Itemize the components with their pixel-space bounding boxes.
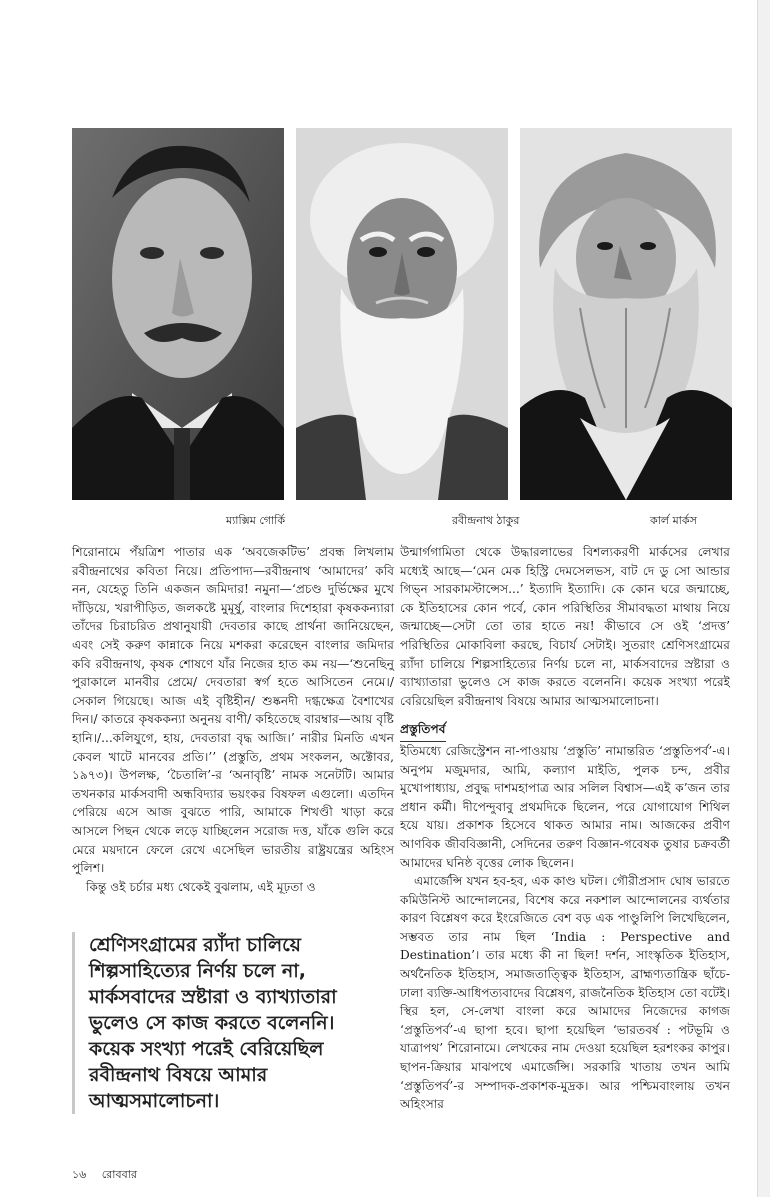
page-number: ১৬ [72,1168,87,1181]
pull-quote-line: শিল্পসাহিত্যের নির্ণয় চলে না, [89,960,306,982]
photo-tagore [296,128,508,500]
pull-quote-line: ভুলেও সে কাজ করতে বলেননি। [89,1012,335,1034]
right-paragraph-3: এমার্জেন্সি যখন হব-হব, এক কাণ্ড ঘটল। গৌরীপ্রসাদ ঘোষ ভারতে কমিউনিস্ট আন্দোলনের, বিশেষ করে নকশাল আন্দোলনের ব্যর্থতার কারণ বিশ্লেষণ করে ইংরেজিতে বেশ বড় এক পাণ্ডুলিপি লিখেছিলেন, সম্ভবত তার নাম ছিল ‘India : Perspective and Destination’। তার মধ্যে কী না ছিল! দর্শন, সাংস্কৃতিক ইতিহাস, অর্থনৈতিক ইতিহাস, সমাজতাত্ত্বিক ইতিহাস, ব্রাহ্মণ্যতান্ত্রিক ছাঁচে-ঢালা ব্যক্তি-আধিপত্যবাদের বিশ্লেষণ, রাজনৈতিক ইতিহাস তো বটেই। স্থির হল, সে-লেখা বাংলা করে আমাদের নিজেদের কাগজ ‘প্রস্তুতিপর্ব’-এ ছাপা হবে। ছাপা হয়েছিল ‘ভারতবর্ষ : পটভূমি ও যাত্রাপথ’ শিরোনামে। লেখকের নাম দেওয়া হয়েছিল হরশংকর কাপুর। ছাপন-ক্রিয়ার মাঝপথে এমার্জেন্সি। সরকারি খাতায় তখন আমি ‘প্রস্তুতিপর্ব’-র সম্পাদক-প্রকাশক-মুদ্রক। আর পশ্চিমবাংলায় তখন অহিংসার [400,874,730,1112]
magazine-name: রোববার [101,1168,137,1181]
photo-marx [520,128,732,500]
article-right-column [400,543,730,1114]
caption-tagore: রবীন্দ্রনাথ ঠাকুর [452,514,520,527]
caption-marx: কার্ল মার্কস [650,514,697,527]
pull-quote-line: শ্রেণিসংগ্রামের র‍্যাঁদা চালিয়ে [89,934,301,956]
right-paragraph-1: উন্মার্গগামিতা থেকে উদ্ধারলাভের বিশল্যকরণী মার্কসের লেখার মধ্যেই আছে—‘মেন মেক হিস্ট্রি দেমসেলভস, বাট দে ডু সো আন্ডার গিভ্‌ন সারকামস্টান্সেস...’ ইত্যাদি ইত্যাদি। কে কোন ঘরে জন্মাচ্ছে, কে ইতিহাসের কোন পর্বে, কোন পরিস্থিতির সীমাবদ্ধতা মাথায় নিয়ে জন্মাচ্ছে—সেটা তো তার হাতে নয়! কীভাবে সে ওই ‘প্রদত্ত’ পরিস্থিতির মোকাবিলা করছে, বিচার্য সেটাই। সুতরাং শ্রেণিসংগ্রামের র‍্যাঁদা চালিয়ে শিল্পসাহিত্যের নির্ণয় চলে না, মার্কসবাদের স্রষ্টারা ও ব্যাখ্যাতারা ভুলেও সে কাজ করতে বলেননি। কয়েক সংখ্যা পরেই বেরিয়েছিল রবীন্দ্রনাথ বিষয়ে আমার আত্মসমালোচনা। [400,545,730,708]
left-paragraph-1: শিরোনামে পঁয়ত্রিশ পাতার এক ‘অবজেকটিভ’ প্রবন্ধ লিখলাম রবীন্দ্রনাথের কবিতা নিয়ে। প্রতিপাদ্য—রবীন্দ্রনাথ ‘আমাদের’ কবি নন, যেহেতু তিনি একজন জমিদার! নমুনা—‘প্রচণ্ড দুর্ভিক্ষের মুখে দাঁড়িয়ে, খরাপীড়িত, জলকষ্টে মুমূর্ষু, বাংলার দিশেহারা কৃষককন্যারা তাঁদের চিরাচরিত প্রথানুযায়ী দেবতার কাছে প্রার্থনা জানিয়েছেন, এবং সেই করুণ কান্নাকে নিয়ে মশকরা করেছেন বাংলার জমিদার কবি রবীন্দ্রনাথ, কৃষক শোষণে যাঁর নিজের হাত কম নয়—‘শুনেছিনু পুরাকালে মানবীর প্রেমে/ দেবতারা স্বর্গ হতে আসিতেন নেমে।/ সেকাল গিয়েছে। আজ এই বৃষ্টিহীন/ শুষ্কনদী দগ্ধক্ষেত্র বৈশাখের দিন।/ কাতরে কৃষককন্যা অনুনয় বাণী/ কহিতেছে বারম্বার—আয় বৃষ্টি হানি।/...কলিযুগে, হায়, দেবতারা বৃদ্ধ আজি।’ নারীর মিনতি এখন কেবল খাটে মানবের প্রতি।’’ (প্রস্তুতি, প্রথম সংকলন, অক্টোবর, ১৯৭৩)। উপলক্ষ, ‘চৈতালি’-র ‘অনাবৃষ্টি’ নামক সনেটটি। আমার তখনকার মার্কসবাদী অন্ধবিদ্যার ভয়ংকর বিষফল এগুলো। এতদিন পেরিয়ে এসে আজ বুঝতে পারি, আমাকে শিখণ্ডী খাড়া করে আসলে পিছন থেকে লড়ে যাচ্ছিলেন সরোজ দত্ত, যাঁকে গুলি করে মেরে ময়দানে ফেলে রেখে এসেছিল ভারতীয় রাষ্ট্রযন্ত্রের অহিংস পুলিশ। [72,545,394,876]
section-subhead: প্রস্তুতিপর্ব [400,720,446,742]
photo-gorky [72,128,284,500]
article-left-column [72,543,394,896]
caption-gorky: ম্যাক্সিম গোর্কি [226,514,286,527]
pull-quote-line: মার্কসবাদের স্রষ্টারা ও ব্যাখ্যাতারা [89,986,337,1008]
page-footer [72,1166,149,1185]
right-paragraph-2: ইতিমধ্যে রেজিস্ট্রেশন না-পাওয়ায় ‘প্রস্তুতি’ নামান্তরিত ‘প্রস্তুতিপর্ব’-এ। অনুপম মজুমদার, আমি, কল্যাণ মাইতি, পুলক চন্দ, প্রবীর মুখোপাধ্যায়, প্রবুদ্ধ দাশমহাপাত্র আর সলিল বিশ্বাস—এই ক’জন তার প্রধান কর্মী। দীপেন্দুবাবু প্রথমদিকে ছিলেন, পরে যোগাযোগ শিথিল হয়ে যায়। প্রকাশক হিসেবে থাকত আমার নাম। আজকের প্রবীণ আণবিক জীববিজ্ঞানী, সেদিনের তরুণ বিজ্ঞান-গবেষক তুষার চক্রবর্তী আমাদের ঘনিষ্ঠ বৃত্তের লোক ছিলেন। [400,743,730,870]
pull-quote-line: আত্মসমালোচনা। [89,1090,220,1112]
pull-quote-line: কয়েক সংখ্যা পরেই বেরিয়েছিল [89,1038,324,1060]
left-paragraph-2: কিন্তু ওই চর্চার মধ্য থেকেই বুঝলাম, এই মূঢ়তা ও [86,879,316,894]
pull-quote [72,932,419,1114]
page-edge-bar [757,0,770,1197]
pull-quote-line: রবীন্দ্রনাথ বিষয়ে আমার [89,1064,268,1086]
